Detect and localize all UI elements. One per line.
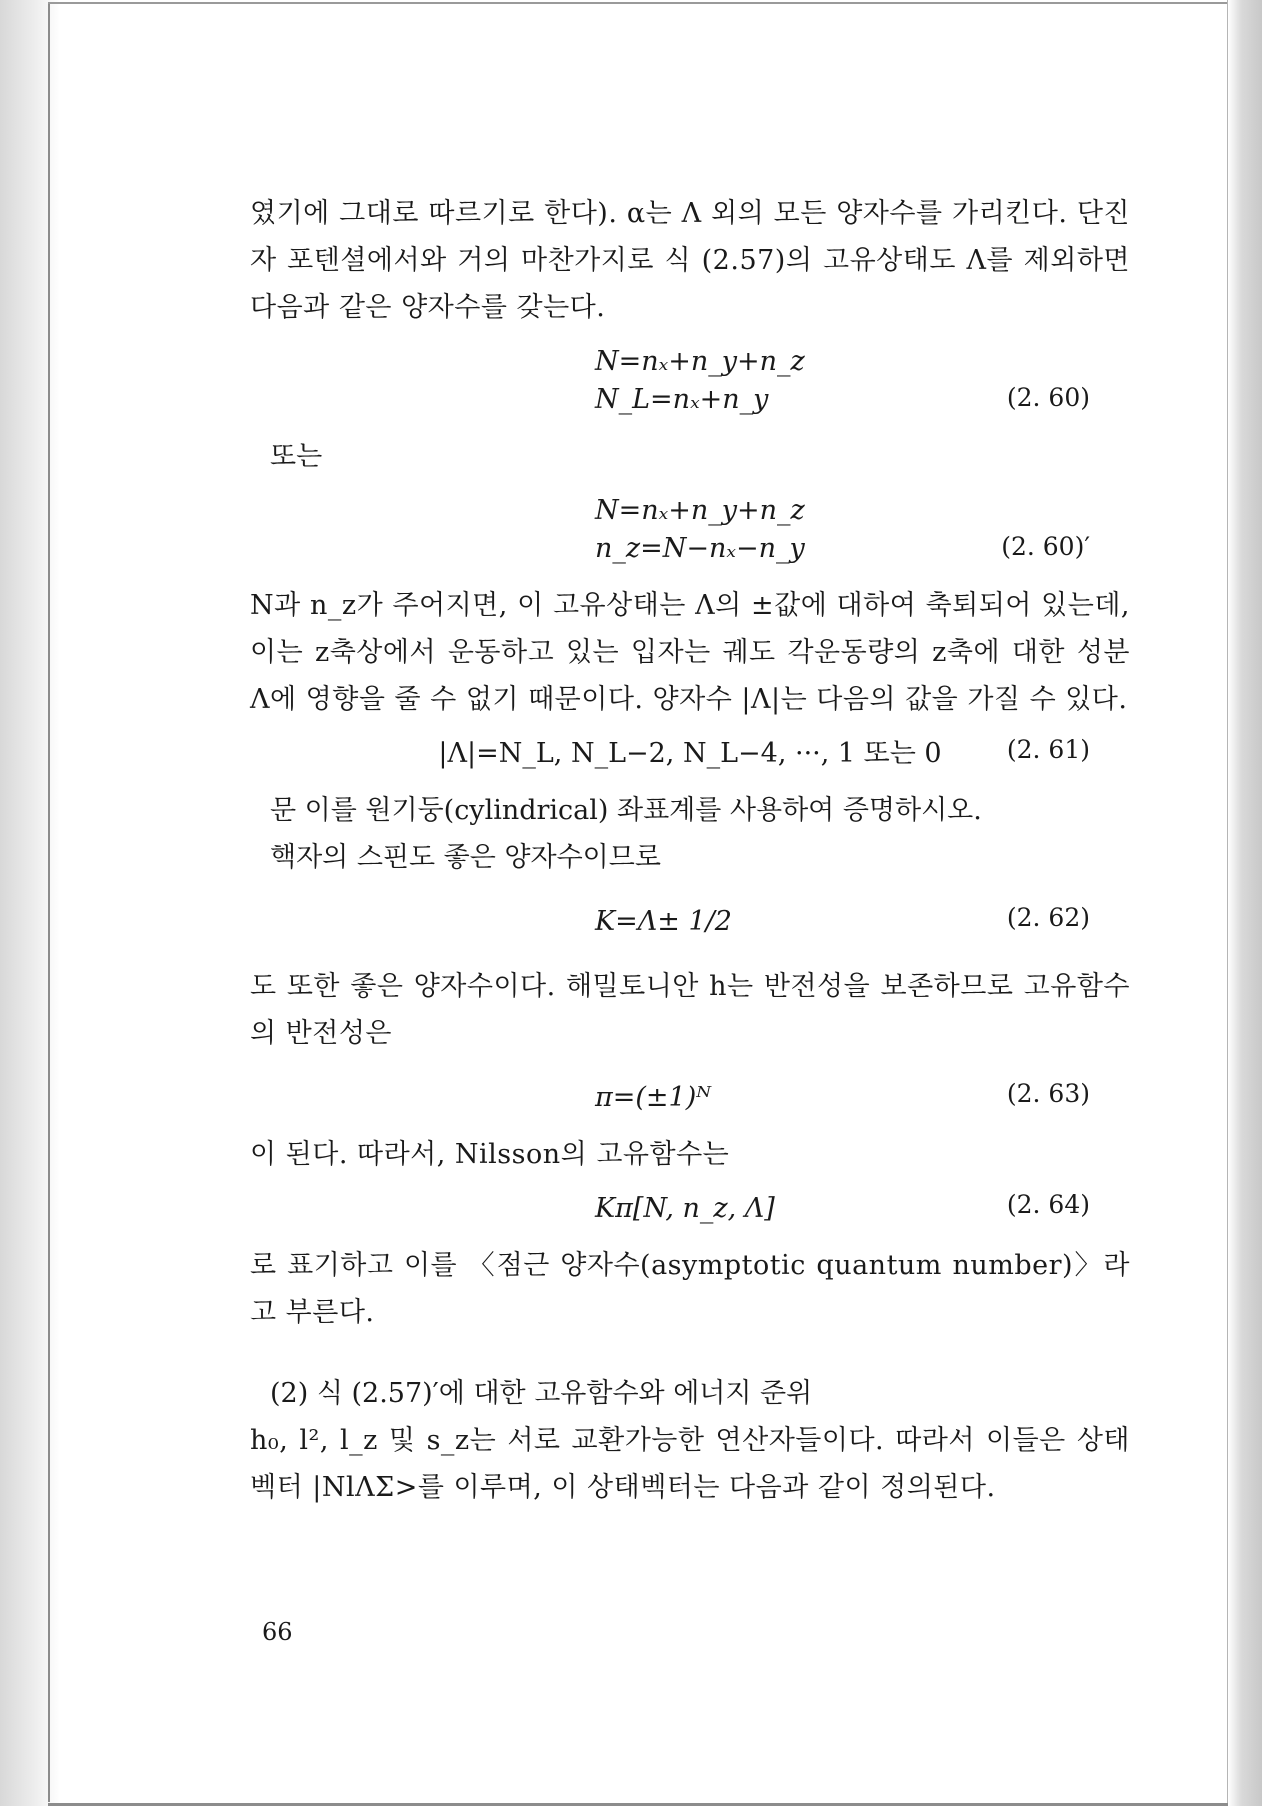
paragraph-7: h₀, l², l_z 및 s_z는 서로 교환가능한 연산자들이다. 따라서 이들은 상태벡터 |NlΛΣ>를 이루며, 이 상태벡터는 다음과 같이 정의된다. (250, 1425, 1130, 1503)
page-binding-line (48, 4, 50, 1802)
page-body (250, 190, 1130, 1511)
equation-2-60 (250, 343, 1130, 419)
equation-2-62-line: K=Λ± 1/2 (595, 906, 732, 937)
equation-number-2-63: (2. 63) (1006, 1079, 1090, 1108)
paragraph-6: 로 표기하고 이를 〈점근 양자수(asymptotic quantum number)〉라고 부른다. (250, 1250, 1130, 1328)
equation-number-2-60-prime: (2. 60)′ (1001, 532, 1090, 561)
paragraph-5: 이 된다. 따라서, Nilsson의 고유함수는 (250, 1139, 730, 1170)
equation-2-61 (250, 735, 1130, 773)
section-heading: (2) 식 (2.57)′에 대한 고유함수와 에너지 준위 (270, 1378, 813, 1409)
paragraph-2: N과 n_z가 주어지면, 이 고유상태는 Λ의 ±값에 대하여 축퇴되어 있는데, 이는 z축상에서 운동하고 있는 입자는 궤도 각운동량의 z축에 대한 성분 Λ에 영향을 줄 수 없기 때문이다. 양자수 |Λ|는 다음의 값을 가질 수 있다. (250, 590, 1130, 715)
equation-2-64 (250, 1190, 1130, 1228)
equation-2-60-prime (250, 492, 1130, 568)
equation-number-2-64: (2. 64) (1006, 1190, 1090, 1219)
equation-2-64-line: Kπ[N, n_z, Λ] (595, 1193, 775, 1224)
equation-2-63 (250, 1079, 1130, 1117)
equation-2-60-line-1: N=nₓ+n_y+n_z (595, 346, 805, 377)
equation-2-60-line-2: N_L=nₓ+n_y (595, 384, 769, 415)
page-edge-top (48, 2, 1228, 4)
equation-number-2-61: (2. 61) (1006, 735, 1090, 764)
equation-2-60-prime-line-1: N=nₓ+n_y+n_z (595, 495, 805, 526)
page-edge-left (0, 0, 60, 1806)
paragraph-4: 도 또한 좋은 양자수이다. 해밀토니안 h는 반전성을 보존하므로 고유함수의 반전성은 (250, 971, 1130, 1049)
equation-number-2-62: (2. 62) (1006, 903, 1090, 932)
equation-2-61-line: |Λ|=N_L, N_L−2, N_L−4, ···, 1 또는 0 (438, 738, 942, 769)
paragraph-1: 였기에 그대로 따르기로 한다). α는 Λ 외의 모든 양자수를 가리킨다. 단진자 포텐셜에서와 거의 마찬가지로 식 (2.57)의 고유상태도 Λ를 제외하면 다음과 같은 양자수를 갖는다. (250, 198, 1130, 323)
equation-2-62 (250, 903, 1130, 941)
equation-number-2-60: (2. 60) (1006, 383, 1090, 412)
page-number: 66 (262, 1618, 293, 1646)
equation-2-63-line: π=(±1)ᴺ (595, 1082, 712, 1113)
problem-text: 문 이를 원기둥(cylindrical) 좌표계를 사용하여 증명하시오. (270, 795, 982, 826)
equation-2-60-prime-line-2: n_z=N−nₓ−n_y (595, 533, 805, 564)
paragraph-3: 핵자의 스핀도 좋은 양자수이므로 (270, 842, 661, 873)
page-edge-right (1228, 0, 1262, 1806)
or-text: 또는 (270, 441, 323, 472)
